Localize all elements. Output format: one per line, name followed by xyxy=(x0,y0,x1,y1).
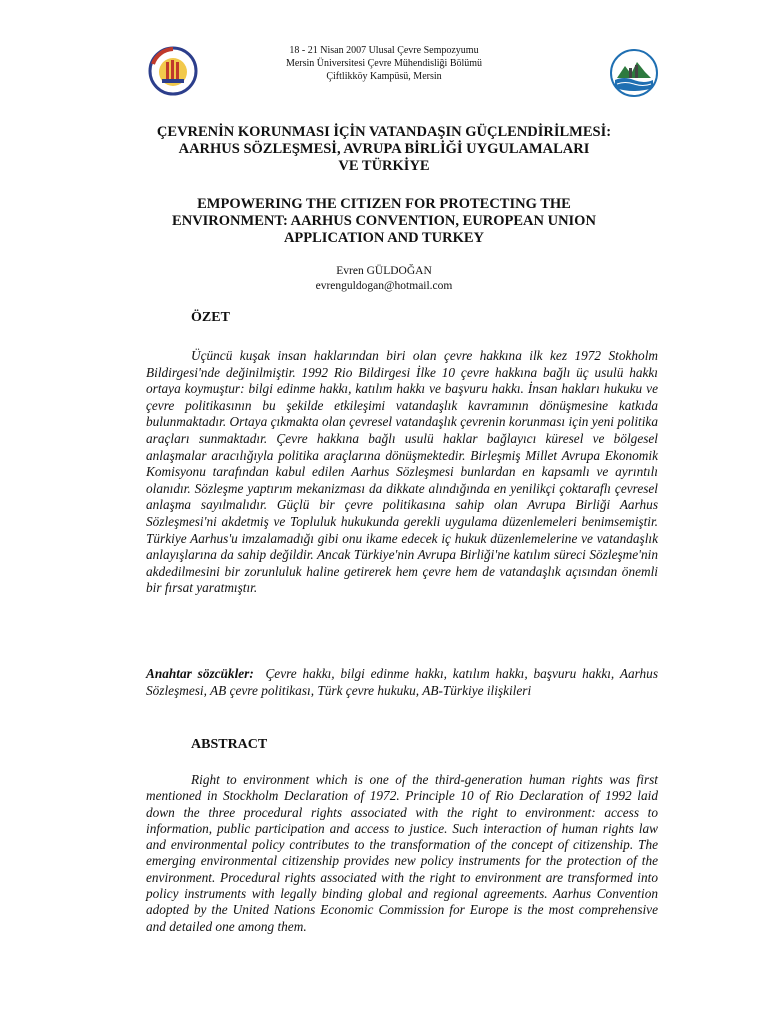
title-tr-line-1: ÇEVRENİN KORUNMASI İÇİN VATANDAŞIN GÜÇLENDİRİLMESİ: xyxy=(156,124,612,140)
abstract-paragraph: Right to environment which is one of the third-generation human rights was first mentioned in Stockholm Declaration of 1972. Principle 10 of Rio Declaration of 1992 laid down the three procedural rights associated with the right to environment: access to information, public participation and access to justice. Such interaction of human rights law and environmental policy contributes to the transformation of the concept of citizenship. The emerging environmental citizenship provides new policy instruments for the protection of the environment. Procedural rights associated with the right to environment are transformed into policy instruments with legally binding global and regional agreements. Aarhus Convention adopted by the United Nations Economic Commission for Europe is the most comprehensive and detailed one among them. xyxy=(146,772,658,934)
ozet-heading: ÖZET xyxy=(191,310,230,325)
title-en-line-2: ENVIRONMENT: AARHUS CONVENTION, EUROPEAN UNION xyxy=(172,213,596,229)
ozet-paragraph: Üçüncü kuşak insan haklarından biri olan çevre hakkına ilk kez 1972 Stokholm Bildirgesi'nde değinilmiştir. 1992 Rio Bildirgesi İlke 10 çevre hakkına bağlı üç usulü hakkı ortaya koymuştur: bilgi edinme hakkı, katılım hakkı ve başvuru hakkı. İnsan hakları hukuku ve çevre politikasının bu şekilde etkileşimi vatandaşlık kavramının dönüşmesine katkıda bulunmaktadır. Ortaya çıkmakta olan çevresel vatandaşlık çevrenin korunması için yeni politika araçları sunmaktadır. Çevre hakkına bağlı usulü haklar bağlayıcı küresel ve bölgesel anlaşmalar aracılığıyla politika araçlarına dönüşmektedir. Birleşmiş Millet Avrupa Ekonomik Komisyonu tarafından kabul edilen Aarhus Sözleşmesi bunlardan en kapsamlı ve ayrıntılı olanıdır. Sözleşme yaptırım mekanizması da dikkate alındığında en yenilikçi çoktaraflı çevresel anlaşma sayılmalıdır. Güçlü bir çevre politikasına sahip olan Avrupa Birliği Aarhus Sözleşmesi'ni akdetmiş ve Topluluk hukukunda gerekli uygulama düzenlemeleri benimsemiştir. Türkiye Aarhus'u imzalamadığı gibi onu ikame edecek iç hukuk düzenlemelerine ve vatandaşlık anlayışlarına da sahip değildir. Ancak Türkiye'nin Avrupa Birliği'ne katılım süreci Sözleşme'nin akdedilmesini bir zorunluluk haline getirerek hem çevre hem de vatandaşlık açısından önemli bir fırsat yaratmıştır. xyxy=(146,348,658,596)
keywords-label: Anahtar sözcükler: xyxy=(146,666,254,681)
header-line-3: Çiftlikköy Kampüsü, Mersin xyxy=(326,71,442,82)
keywords-paragraph xyxy=(146,666,658,699)
abstract-heading: ABSTRACT xyxy=(191,737,268,752)
title-tr-line-2: AARHUS SÖZLEŞMESİ, AVRUPA BİRLİĞİ UYGULAMALARI xyxy=(178,141,590,157)
keywords-text: Çevre hakkı, bilgi edinme hakkı, katılım hakkı, başvuru hakkı, Aarhus Sözleşmesi, AB çevre politikası, Türk çevre hukuku, AB-Türkiye ilişkileri xyxy=(146,666,659,698)
title-tr-line-3: VE TÜRKİYE xyxy=(338,158,430,174)
header-line-2: Mersin Üniversitesi Çevre Mühendisliği Bölümü xyxy=(285,58,483,69)
title-english xyxy=(140,196,628,247)
title-en-line-1: EMPOWERING THE CITIZEN FOR PROTECTING THE xyxy=(197,196,571,212)
title-en-line-3: APPLICATION AND TURKEY xyxy=(283,230,485,246)
symposium-logo-icon xyxy=(609,48,659,98)
header-line-1: 18 - 21 Nisan 2007 Ulusal Çevre Sempozyumu xyxy=(289,45,479,56)
title-turkish xyxy=(140,124,628,175)
author-name: Evren GÜLDOĞAN xyxy=(336,265,432,277)
author-email: evrenguldogan@hotmail.com xyxy=(315,280,453,292)
